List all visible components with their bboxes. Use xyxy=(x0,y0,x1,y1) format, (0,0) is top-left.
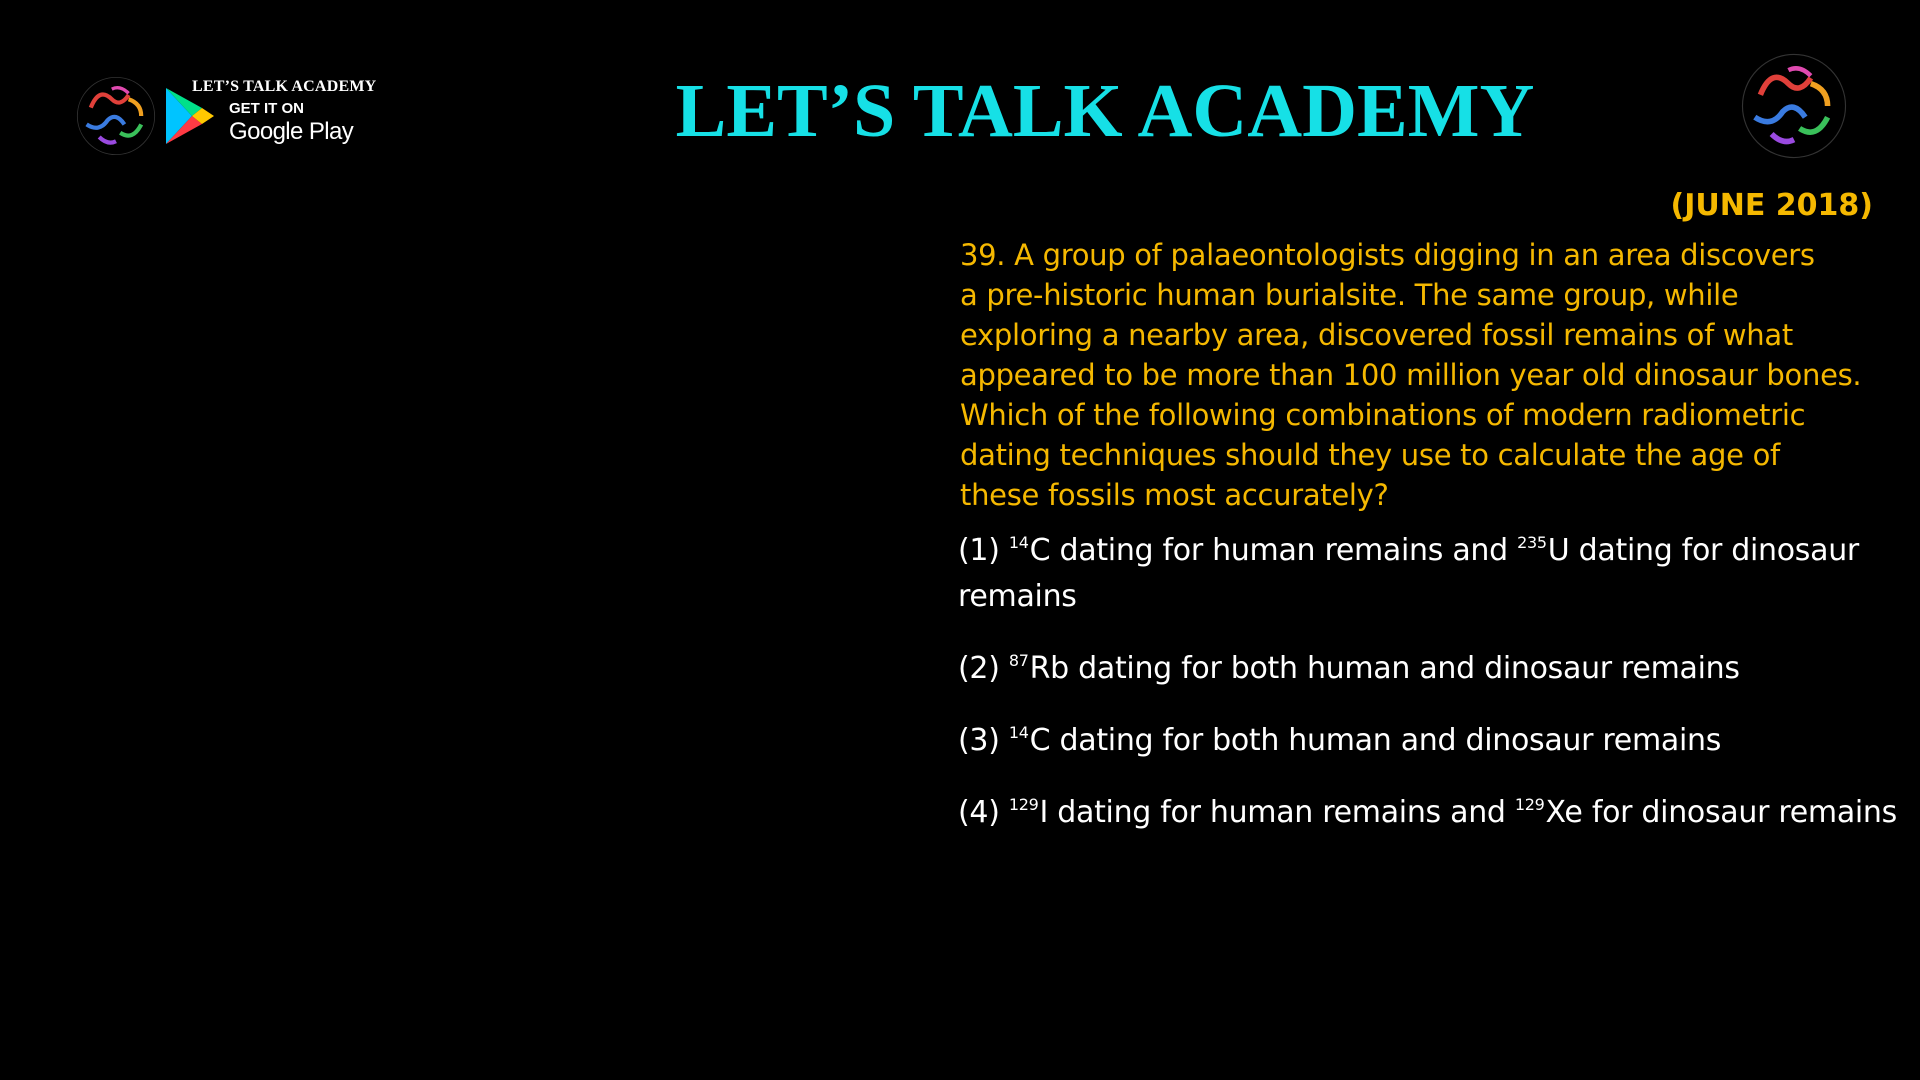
badge-academy-name: LET’S TALK ACADEMY xyxy=(192,78,377,95)
question-line: appeared to be more than 100 million year old dinosaur bones. xyxy=(960,358,1862,392)
option-text: C dating for both human and dinosaur remains xyxy=(1029,723,1722,758)
protein-structure-logo-icon xyxy=(1738,50,1850,162)
badge-get-it-on: GET IT ON xyxy=(229,100,304,117)
option-1 xyxy=(958,530,1859,618)
isotope-mass: 87 xyxy=(1008,651,1029,670)
option-3 xyxy=(958,720,1721,766)
question-line: exploring a nearby area, discovered fossil remains of what xyxy=(960,318,1793,352)
option-text: I dating for human remains and xyxy=(1039,795,1515,830)
option-2 xyxy=(958,648,1740,694)
option-text: remains xyxy=(958,579,1077,614)
question-line: a pre-historic human burialsite. The same group, while xyxy=(960,278,1739,312)
google-play-badge[interactable] xyxy=(162,78,412,158)
isotope-mass: 129 xyxy=(1008,795,1039,814)
option-text: Xe for dinosaur remains xyxy=(1545,795,1897,830)
option-number: (3) xyxy=(958,723,1009,758)
page-title: LET’S TALK ACADEMY xyxy=(675,69,1535,153)
question-line: Which of the following combinations of modern radiometric xyxy=(960,398,1806,432)
option-text: U dating for dinosaur xyxy=(1547,533,1859,568)
question-line: 39. A group of palaeontologists digging in an area discovers xyxy=(960,238,1815,272)
google-play-icon xyxy=(162,86,216,146)
option-4 xyxy=(958,792,1897,838)
option-number: (1) xyxy=(958,533,1009,568)
isotope-mass: 14 xyxy=(1008,533,1029,552)
option-number: (2) xyxy=(958,651,1009,686)
exam-session-label: (JUNE 2018) xyxy=(1670,188,1873,223)
option-text: Rb dating for both human and dinosaur remains xyxy=(1029,651,1740,686)
question-line: these fossils most accurately? xyxy=(960,478,1389,512)
protein-structure-logo-icon xyxy=(74,74,158,158)
badge-store-name: Google Play xyxy=(229,118,354,145)
question-text xyxy=(960,235,1900,515)
isotope-mass: 14 xyxy=(1008,723,1029,742)
option-number: (4) xyxy=(958,795,1009,830)
question-line: dating techniques should they use to calculate the age of xyxy=(960,438,1780,472)
isotope-mass: 129 xyxy=(1514,795,1545,814)
isotope-mass: 235 xyxy=(1517,533,1547,552)
option-text: C dating for human remains and xyxy=(1029,533,1518,568)
